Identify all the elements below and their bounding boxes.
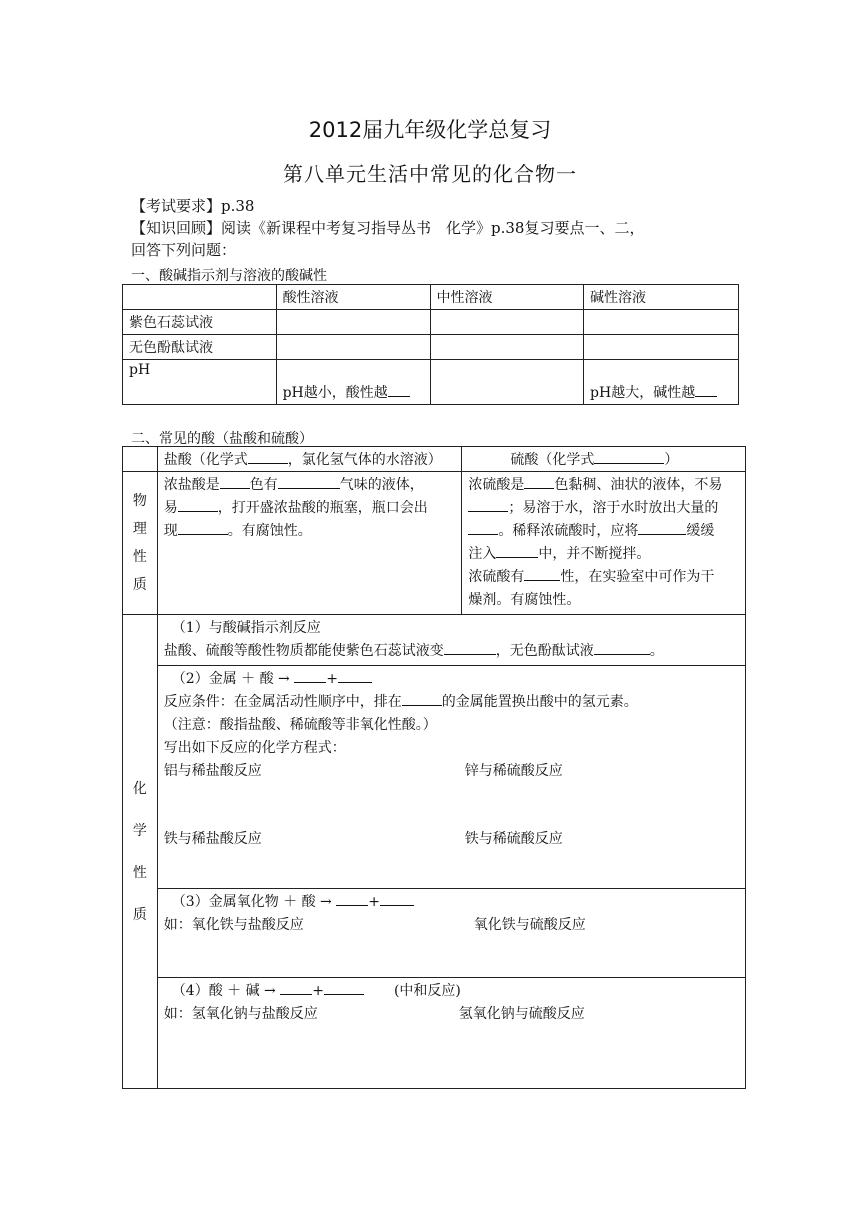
row-label: 紫色石蕊试液 bbox=[123, 310, 277, 335]
answer-blank[interactable] bbox=[280, 981, 312, 995]
acids-header-row bbox=[123, 447, 746, 472]
hcl-header: 盐酸（化学式 ，氯化氢气体的水溶液） bbox=[157, 447, 462, 472]
review-instruction-line2: 回答下列问题： bbox=[131, 241, 237, 259]
answer-blank[interactable] bbox=[380, 892, 414, 906]
ph-acid-cell bbox=[276, 360, 430, 405]
answer-cell[interactable] bbox=[430, 310, 584, 335]
table-row bbox=[123, 335, 739, 360]
reaction-prompt: 如：氢氧化钠与盐酸反应 bbox=[163, 1006, 318, 1022]
reaction-prompt: 锌与稀硫酸反应 bbox=[464, 763, 563, 779]
exam-requirement: 【考试要求】p.38 bbox=[131, 197, 255, 215]
answer-cell[interactable] bbox=[276, 310, 430, 335]
unit-subtitle: 第八单元生活中常见的化合物一 bbox=[283, 162, 577, 186]
header-cell bbox=[123, 285, 277, 310]
answer-blank[interactable] bbox=[468, 498, 508, 512]
answer-cell[interactable] bbox=[430, 360, 584, 405]
indicator-table bbox=[122, 284, 739, 405]
reaction-prompt: 氧化铁与硫酸反应 bbox=[473, 917, 586, 933]
section2-title: 二、常见的酸（盐酸和硫酸） bbox=[131, 431, 313, 447]
answer-blank[interactable] bbox=[444, 641, 496, 655]
answer-cell[interactable] bbox=[584, 310, 739, 335]
acid-base-cell: （4）酸 ＋ 碱 → + (中和反应) 如：氢氧化钠与盐酸反应 氢氧化钠与硫酸反应 bbox=[157, 978, 745, 1089]
row-label: pH bbox=[123, 360, 277, 405]
ph-base-text: pH越大，碱性越 bbox=[590, 385, 696, 401]
indicator-reaction-cell: （1）与酸碱指示剂反应 盐酸、硫酸等酸性物质都能使紫色石蕊试液变 ，无色酚酞试液 。 bbox=[157, 615, 745, 666]
metal-acid-cell: （2）金属 ＋ 酸 → + 反应条件：在金属活动性顺序中，排在 的金属能置换出酸中的氢元素。 （注意：酸指盐酸、稀硫酸等非氧化性酸。） 写出如下反应的化学方程式： 铝与稀盐酸反应 锌与稀硫酸反应 铁与稀盐酸反应 铁与稀硫酸反应 bbox=[157, 666, 745, 889]
answer-blank[interactable] bbox=[248, 450, 288, 464]
acids-table bbox=[122, 446, 746, 1089]
chemical-row-3 bbox=[123, 889, 746, 978]
answer-cell[interactable] bbox=[430, 335, 584, 360]
page-title: 2012届九年级化学总复习 bbox=[308, 118, 552, 142]
physical-label: 物 理 性 质 bbox=[123, 472, 158, 615]
answer-blank[interactable] bbox=[220, 475, 250, 489]
reaction-prompt: 铁与稀硫酸反应 bbox=[464, 831, 563, 847]
reaction-prompt: 如：氧化铁与盐酸反应 bbox=[163, 917, 304, 933]
chemical-label: 化 学 性 质 bbox=[123, 615, 158, 1089]
answer-blank[interactable] bbox=[178, 521, 228, 535]
answer-blank[interactable] bbox=[594, 450, 664, 464]
answer-cell[interactable] bbox=[584, 335, 739, 360]
header-cell: 中性溶液 bbox=[430, 285, 584, 310]
section1-title: 一、酸碱指示剂与溶液的酸碱性 bbox=[131, 268, 327, 284]
hcl-physical-cell: 浓盐酸是 色有 气味的液体， 易 ，打开盛浓盐酸的瓶塞，瓶口会出 现 。有腐蚀性。 bbox=[157, 472, 462, 615]
reaction-prompt: 铁与稀盐酸反应 bbox=[163, 831, 262, 847]
answer-blank[interactable] bbox=[594, 641, 650, 655]
answer-blank[interactable] bbox=[388, 383, 410, 397]
answer-blank[interactable] bbox=[324, 981, 364, 995]
reaction-prompt: 氢氧化钠与硫酸反应 bbox=[458, 1006, 585, 1022]
answer-blank[interactable] bbox=[695, 383, 717, 397]
answer-blank[interactable] bbox=[338, 669, 372, 683]
header-cell: 酸性溶液 bbox=[276, 285, 430, 310]
answer-blank[interactable] bbox=[496, 544, 538, 558]
h2so4-header: 硫酸（化学式 ） bbox=[462, 447, 746, 472]
table-row bbox=[123, 360, 739, 405]
chemical-row-2 bbox=[123, 666, 746, 889]
oxide-acid-cell: （3）金属氧化物 ＋ 酸 → + 如：氧化铁与盐酸反应 氧化铁与硫酸反应 bbox=[157, 889, 745, 978]
answer-blank[interactable] bbox=[524, 475, 554, 489]
ph-acid-text: pH越小，酸性越 bbox=[282, 385, 388, 401]
ph-base-cell bbox=[584, 360, 739, 405]
physical-properties-row bbox=[123, 472, 746, 615]
answer-blank[interactable] bbox=[468, 521, 498, 535]
answer-blank[interactable] bbox=[402, 692, 442, 706]
header-cell: 碱性溶液 bbox=[584, 285, 739, 310]
reaction-prompt: 铝与稀盐酸反应 bbox=[163, 763, 262, 779]
answer-blank[interactable] bbox=[278, 475, 340, 489]
answer-blank[interactable] bbox=[336, 892, 368, 906]
h2so4-physical-cell: 浓硫酸是 色黏稠、油状的液体，不易 ；易溶于水，溶于水时放出大量的 。稀释浓硫酸时，应将 缓缓 注入 中，并不断搅拌。 浓硫酸有 性，在实验室中可作为干 燥剂。有腐蚀性。 bbox=[462, 472, 746, 615]
table-header-row bbox=[123, 285, 739, 310]
answer-blank[interactable] bbox=[524, 567, 560, 581]
answer-blank[interactable] bbox=[178, 498, 218, 512]
chemical-row-4 bbox=[123, 978, 746, 1089]
chemical-row-1 bbox=[123, 615, 746, 666]
table-row bbox=[123, 310, 739, 335]
row-label: 无色酚酞试液 bbox=[123, 335, 277, 360]
review-instruction-line1: 【知识回顾】阅读《新课程中考复习指导丛书 化学》p.38复习要点一、二， bbox=[131, 219, 645, 237]
answer-blank[interactable] bbox=[638, 521, 686, 535]
answer-cell[interactable] bbox=[276, 335, 430, 360]
answer-blank[interactable] bbox=[294, 669, 326, 683]
